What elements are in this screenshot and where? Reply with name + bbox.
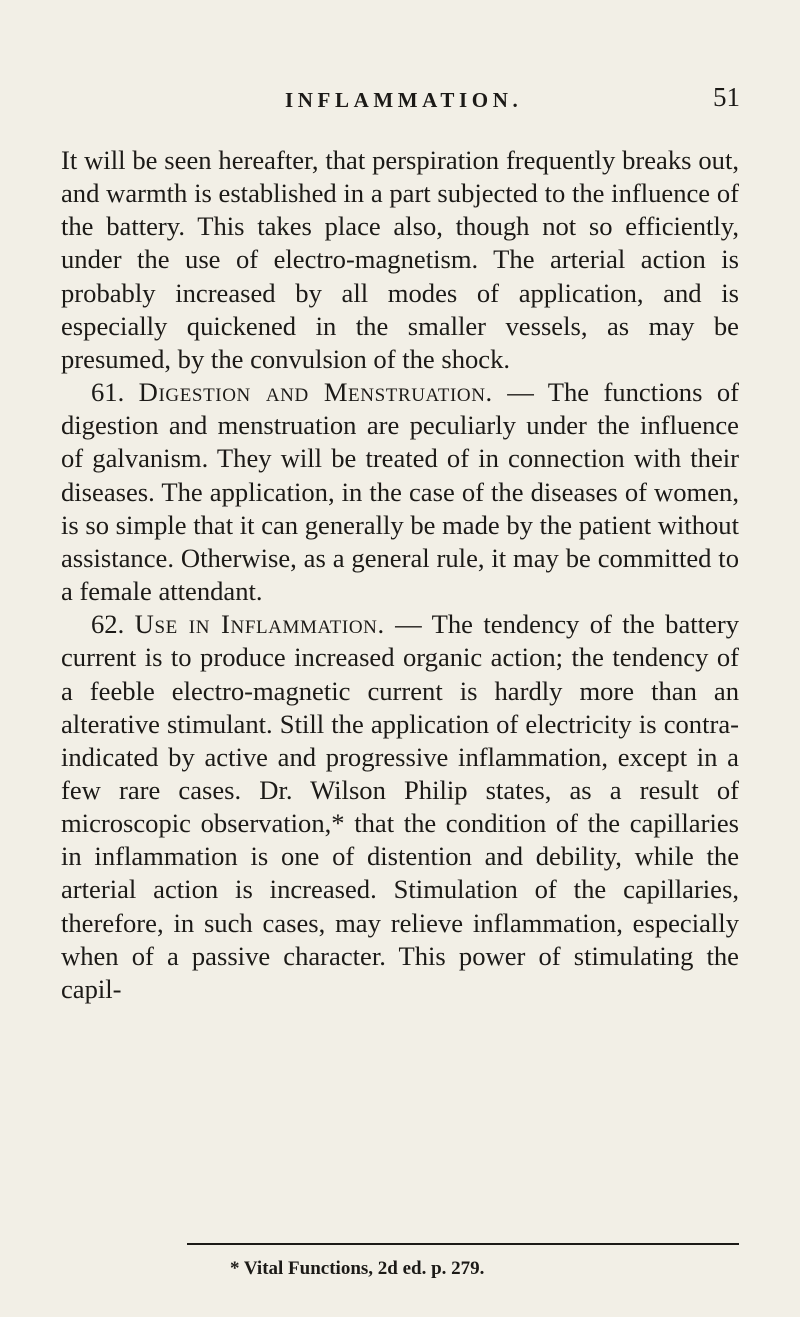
paragraph-text: It will be seen hereafter, that perspiration frequently breaks out, and warmth is established in a part subjected to the influence of the battery. This takes place also, though not so efficiently, under the use of electro-magnetism. The arterial action is probably increased by all modes of application, and is especially quickened in the smaller vessels, as may be presumed, by the convulsion of the shock. bbox=[61, 145, 739, 374]
section-number: 62. bbox=[91, 609, 125, 640]
paragraph-perspiration bbox=[61, 144, 739, 376]
heading-dash: — bbox=[492, 377, 548, 408]
footnote: * Vital Functions, 2d ed. p. 279. bbox=[230, 1258, 485, 1279]
page-number: 51 bbox=[713, 82, 740, 112]
running-head bbox=[285, 82, 740, 118]
paragraph-use-in-inflammation bbox=[61, 608, 739, 1006]
paragraph-text: The functions of digestion and menstruation are peculiarly under the influence of galvanism. They will be treated of in connection with their diseases. The application, in the case of the diseases of women, is so simple that it can generally be made by the patient without assistance. Otherwise, as a general rule, it may be committed to a female attendant. bbox=[61, 377, 739, 607]
paragraph-text: The tendency of the battery current is to produce increased organic action; the tendency of a feeble electro-magnetic current is hardly more than an alterative stimulant. Still the application of electricity is contra-indicated by active and progressive inflammation, except in a few rare cases. Dr. Wilson Philip states, as a result of microscopic observation,* that the condition of the capillaries in inflammation is one of distention and debility, while the arterial action is increased. Stimulation of the capillaries, therefore, in such cases, may relieve inflammation, especially when of a passive character. This power of stimulating the capil- bbox=[61, 609, 739, 1004]
section-number: 61. bbox=[91, 377, 125, 408]
paragraph-digestion-menstruation bbox=[61, 376, 739, 608]
heading-dash: — bbox=[384, 609, 432, 640]
body-text bbox=[61, 144, 739, 1006]
section-heading: Digestion and Menstruation. bbox=[138, 377, 493, 408]
footnote-divider bbox=[187, 1243, 739, 1245]
running-title: INFLAMMATION. bbox=[285, 88, 523, 112]
section-heading: Use in Inflammation. bbox=[134, 609, 385, 640]
